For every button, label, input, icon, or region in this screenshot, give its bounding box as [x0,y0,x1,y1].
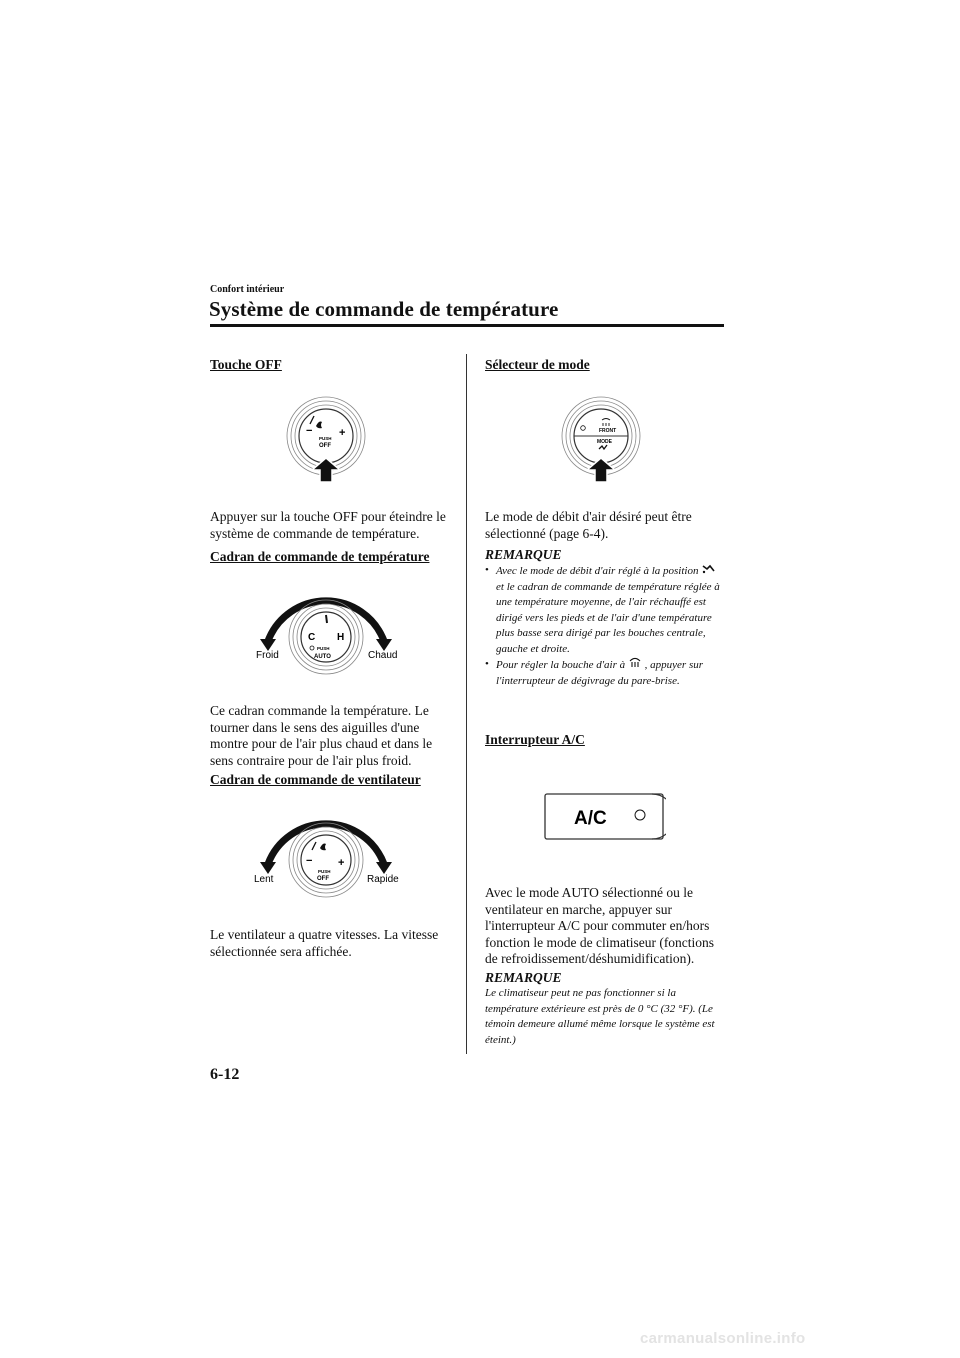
svg-text:+: + [339,427,346,439]
mode-selector-heading: Sélecteur de mode [485,357,590,372]
froid-caption: Froid [256,650,279,661]
off-button-heading: Touche OFF [210,357,282,372]
ac-switch-heading: Interrupteur A/C [485,732,585,747]
temp-dial-body: Ce cadran commande la température. Le tourner dans le sens des aiguilles d'une montre pour de l'air plus chaud et dans le sens contraire pour de l'air plus froid. [210,703,433,768]
fan-dial-body: Le ventilateur a quatre vitesses. La vitesse sélectionnée sera affichée. [210,927,439,959]
section-label: Confort intérieur [210,284,285,295]
knob-push-label: PUSH [317,646,330,651]
ac-button-label: A/C [574,808,607,829]
ac-note: Le climatiseur peut ne pas fonctionner si la température extérieure est près de 0 °C (32 °F). (Le témoin demeure allumé même lorsque le système est éteint.) [485,987,715,1046]
temp-dial-heading: Cadran de commande de température [210,549,430,564]
mode-note [485,563,725,689]
page-title: Système de commande de température [209,297,559,321]
off-button-figure [286,396,370,486]
knob-push-label: PUSH [319,436,332,441]
off-button-body: Appuyer sur la touche OFF pour éteindre le système de commande de température. [210,509,446,541]
svg-text:−: − [306,425,313,437]
ac-switch-body: Avec le mode AUTO sélectionné ou le ventilateur en marche, appuyer sur l'interrupteur A/C pour commuter en/hors fonction le mode de climatiseur (fonctions de refroidissement/déshumidification). [485,885,715,966]
note-bullet-text-b: , appuyer sur l'interrupteur de dégivrage du pare-brise. [496,659,704,687]
knob-off-label: OFF [319,443,331,449]
svg-text:−: − [306,855,313,867]
knob-front-label: FRONT [599,428,617,434]
knob-push-label: PUSH [318,869,331,874]
lent-caption: Lent [254,874,274,885]
defrost-icon [628,657,642,668]
title-rule [210,324,724,327]
svg-text:+: + [338,857,345,869]
mode-selector-body: Le mode de débit d'air désiré peut être sélectionné (page 6-4). [485,509,692,541]
note-bullet [485,563,725,657]
fan-dial-figure [250,808,410,908]
watermark: carmanualsonline.info [640,1330,806,1347]
knob-auto-label: AUTO [314,654,331,660]
knob-off-label: OFF [317,876,329,882]
note-bullet-text-a: Pour régler la bouche d'air à [496,659,626,671]
fan-dial-heading: Cadran de commande de ventilateur [210,772,421,787]
knob-mode-label: MODE [597,439,612,445]
page-number: 6-12 [210,1066,240,1083]
note-bullet-text-b: et le cadran de commande de température réglée à une température moyenne, de l'air réchauffé est dirigé vers les pieds et de l'air d'une température plus basse sera dirigé par les bouches centrale, gauche et droite. [496,580,720,655]
bullet-dot: • [485,564,489,576]
column-divider [466,354,467,1054]
knob-c-label: C [308,632,316,643]
rapide-caption: Rapide [367,874,399,885]
note-bullet [485,657,725,689]
knob-h-label: H [337,632,345,643]
chaud-caption: Chaud [368,650,398,661]
foot-mode-icon [701,563,717,574]
ac-switch-figure [544,793,666,841]
bullet-dot: • [485,658,489,670]
ac-note-heading: REMARQUE [485,970,562,985]
mode-note-heading: REMARQUE [485,547,562,562]
temp-dial-figure [250,585,410,685]
mode-selector-figure [561,396,645,486]
note-bullet-text-a: Avec le mode de débit d'air réglé à la position [496,565,699,577]
